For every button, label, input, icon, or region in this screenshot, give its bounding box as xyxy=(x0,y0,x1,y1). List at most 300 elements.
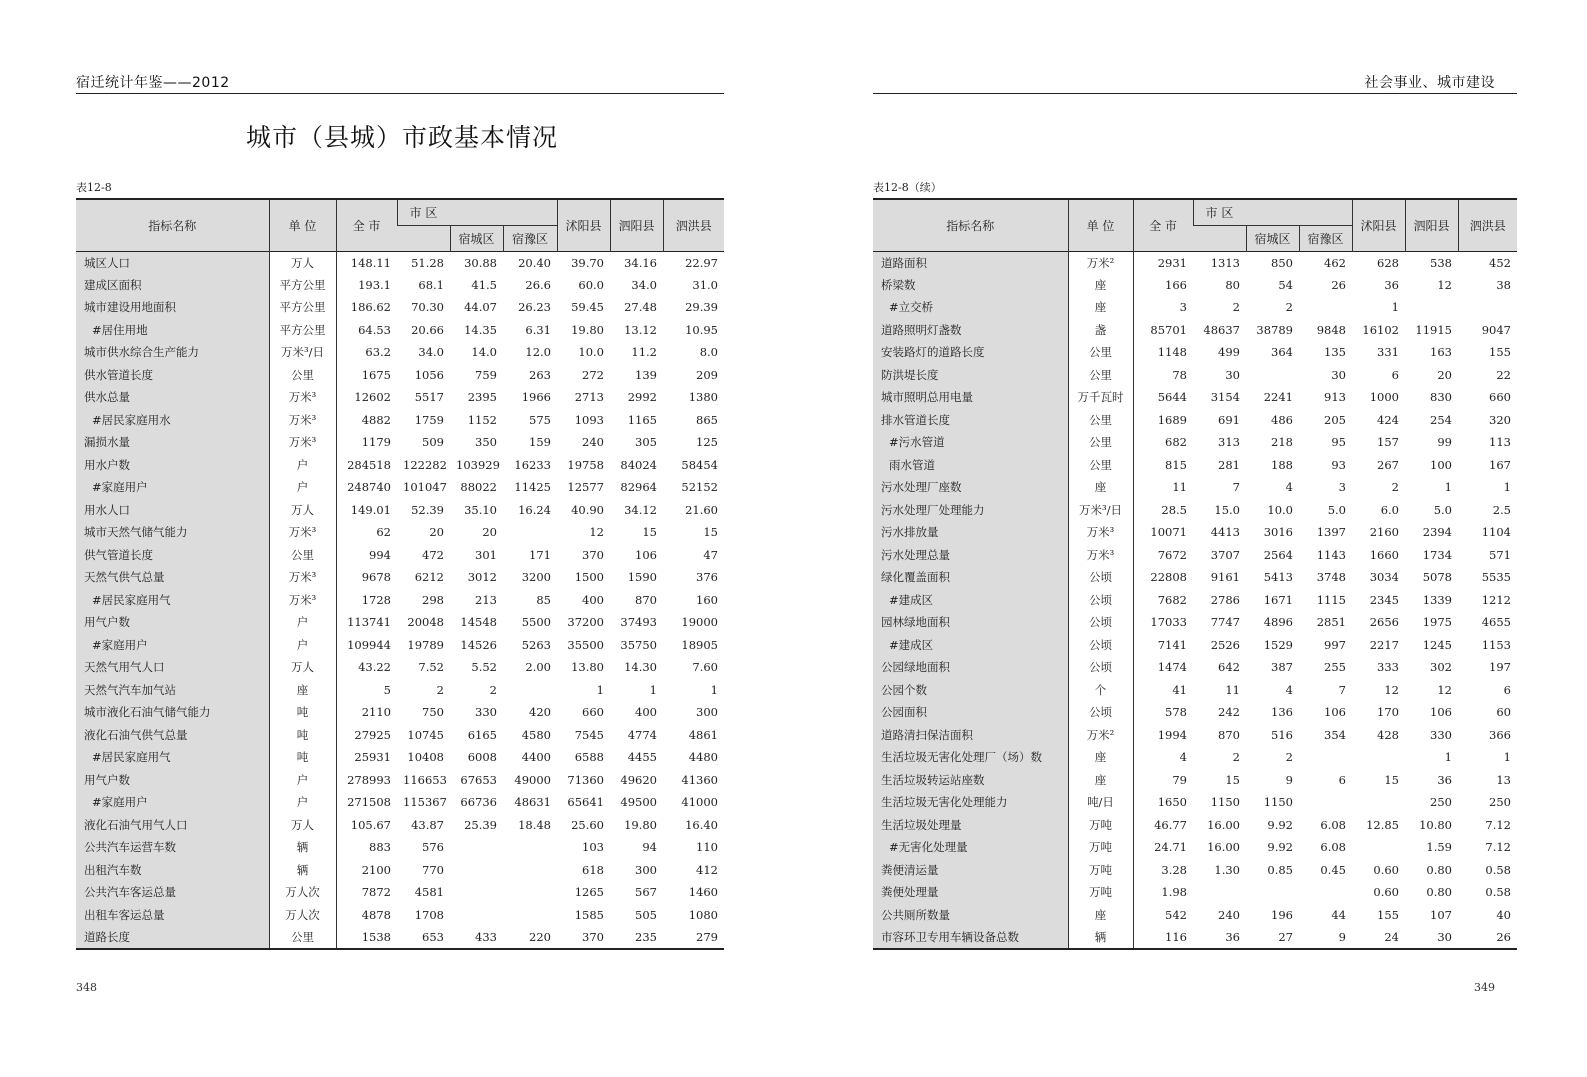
cell-district-1: 14548 xyxy=(460,615,497,630)
col-header-county-3: 泗洪县 xyxy=(663,199,724,251)
cell-county-2: 4455 xyxy=(627,750,657,765)
cell-city: 2 xyxy=(436,682,444,697)
cell-city: 2 xyxy=(1232,750,1240,765)
cell-county-2: 12 xyxy=(1437,682,1452,697)
row-unit: 座 xyxy=(1068,274,1133,297)
row-unit: 吨 xyxy=(269,701,336,724)
cell-county-2: 300 xyxy=(635,862,657,877)
table-row xyxy=(76,431,724,454)
cell-county-3: 15 xyxy=(703,525,718,540)
table-row xyxy=(873,724,1517,747)
cell-county-1: 71360 xyxy=(567,772,604,787)
cell-district-2: 11425 xyxy=(514,480,551,495)
cell-city: 750 xyxy=(422,705,444,720)
cell-county-1: 6588 xyxy=(574,750,604,765)
cell-county-3: 1 xyxy=(1503,750,1511,765)
table-row xyxy=(76,701,724,724)
cell-county-1: 272 xyxy=(582,367,604,382)
col-header-district-2: 宿豫区 xyxy=(503,225,557,251)
row-unit: 公顷 xyxy=(1068,611,1133,634)
table-row xyxy=(873,499,1517,522)
table-row xyxy=(873,836,1517,859)
table-body xyxy=(873,251,1517,949)
cell-city: 7747 xyxy=(1210,615,1240,630)
cell-county-3: 22 xyxy=(1496,367,1511,382)
row-unit: 万米³ xyxy=(1068,544,1133,567)
cell-county-3: 125 xyxy=(696,435,718,450)
cell-city: 19789 xyxy=(407,637,444,652)
cell-county-3: 5535 xyxy=(1481,570,1511,585)
page-number: 349 xyxy=(1474,981,1495,994)
cell-county-3: 21.60 xyxy=(685,502,718,517)
cell-county-3: 40 xyxy=(1496,907,1511,922)
cell-county-1: 40.90 xyxy=(571,502,604,517)
cell-county-3: 660 xyxy=(1489,390,1511,405)
row-name: 绿化覆盖面积 xyxy=(873,566,1068,589)
row-unit: 吨 xyxy=(269,724,336,747)
col-header-district-1: 宿城区 xyxy=(450,225,503,251)
cell-district-2: 575 xyxy=(529,412,551,427)
row-name: #居民家庭用水 xyxy=(76,409,269,432)
stats-table xyxy=(873,198,1517,950)
table-row xyxy=(873,589,1517,612)
row-unit: 万米³/日 xyxy=(1068,499,1133,522)
cell-total: 5 xyxy=(336,679,397,702)
cell-county-3: 0.58 xyxy=(1485,885,1511,900)
cell-city: 51.28 xyxy=(411,255,444,270)
row-unit: 座 xyxy=(269,679,336,702)
cell-county-1: 331 xyxy=(1377,345,1399,360)
cell-total: 7141 xyxy=(1133,634,1193,657)
cell-city: 15 xyxy=(1225,772,1240,787)
cell-district-2: 220 xyxy=(503,926,557,949)
cell-county-2: 139 xyxy=(635,367,657,382)
cell-district-2: 6.08 xyxy=(1320,840,1346,855)
cell-total: 78 xyxy=(1133,364,1193,387)
cell-total: 9678 xyxy=(336,566,397,589)
table-row xyxy=(76,566,724,589)
cell-district-1: 301 xyxy=(475,547,497,562)
row-name: #立交桥 xyxy=(873,296,1068,319)
cell-district-1: 54 xyxy=(1278,277,1293,292)
cell-district-1: 103929 xyxy=(456,457,500,472)
cell-district-1: 3016 xyxy=(1263,525,1293,540)
col-header-name: 指标名称 xyxy=(76,199,269,251)
row-name: 天然气汽车加气站 xyxy=(76,679,269,702)
row-unit: 万米³ xyxy=(1068,521,1133,544)
cell-district-2: 48631 xyxy=(514,795,551,810)
cell-district-2 xyxy=(503,881,557,904)
cell-district-2 xyxy=(503,679,557,702)
cell-county-2: 1734 xyxy=(1422,547,1452,562)
cell-district-2: 93 xyxy=(1331,457,1346,472)
table-row xyxy=(873,364,1517,387)
table-row xyxy=(873,454,1517,477)
cell-county-3: 366 xyxy=(1489,727,1511,742)
cell-district-1: 3012 xyxy=(467,570,497,585)
cell-county-3: 279 xyxy=(663,926,724,949)
cell-district-2 xyxy=(503,904,557,927)
cell-total: 271508 xyxy=(336,791,397,814)
cell-district-2: 420 xyxy=(529,705,551,720)
cell-county-2: 34.12 xyxy=(624,502,657,517)
cell-city: 15.0 xyxy=(1214,502,1240,517)
cell-county-2: 30 xyxy=(1405,926,1458,949)
cell-city: 70.30 xyxy=(411,300,444,315)
row-name: #家庭用户 xyxy=(76,634,269,657)
cell-county-1: 25.60 xyxy=(571,817,604,832)
row-unit: 公顷 xyxy=(1068,634,1133,657)
row-unit: 公顷 xyxy=(1068,701,1133,724)
row-name: 城市建设用地面积 xyxy=(76,296,269,319)
cell-total: 27925 xyxy=(336,724,397,747)
row-unit: 户 xyxy=(269,476,336,499)
cell-district-1: 1152 xyxy=(467,412,497,427)
cell-total: 24.71 xyxy=(1133,836,1193,859)
cell-district-1: 4896 xyxy=(1263,615,1293,630)
cell-county-1: 7545 xyxy=(574,727,604,742)
cell-district-1: 67653 xyxy=(460,772,497,787)
cell-county-1: 15 xyxy=(1384,772,1399,787)
cell-county-2: 2992 xyxy=(627,390,657,405)
cell-city: 281 xyxy=(1218,457,1240,472)
cell-district-1: 4 xyxy=(1285,682,1293,697)
cell-total: 116 xyxy=(1133,926,1193,949)
cell-district-2: 5263 xyxy=(521,637,551,652)
cell-county-2: 330 xyxy=(1430,727,1452,742)
cell-county-2: 250 xyxy=(1430,795,1452,810)
cell-county-2: 163 xyxy=(1430,345,1452,360)
cell-total: 1994 xyxy=(1133,724,1193,747)
cell-county-1: 1500 xyxy=(574,570,604,585)
cell-city: 653 xyxy=(397,926,450,949)
cell-city: 6212 xyxy=(414,570,444,585)
cell-county-3: 22.97 xyxy=(685,255,718,270)
cell-total: 284518 xyxy=(336,454,397,477)
row-unit: 户 xyxy=(269,634,336,657)
cell-city: 7 xyxy=(1232,480,1240,495)
table-row xyxy=(873,904,1517,927)
cell-city: 1.30 xyxy=(1214,862,1240,877)
page-number: 348 xyxy=(76,981,97,994)
cell-total: 4 xyxy=(1133,746,1193,769)
row-name: 污水排放量 xyxy=(873,521,1068,544)
cell-district-1: 9.92 xyxy=(1267,817,1293,832)
table-row xyxy=(76,904,724,927)
cell-total: 3 xyxy=(1133,296,1193,319)
table-row xyxy=(76,611,724,634)
table-number: 表12-8 xyxy=(76,181,112,194)
cell-city: 9161 xyxy=(1210,570,1240,585)
cell-district-2: 5.0 xyxy=(1327,502,1346,517)
cell-district-2: 4400 xyxy=(521,750,551,765)
cell-county-2: 1975 xyxy=(1422,615,1452,630)
row-name: 城市照明总用电量 xyxy=(873,386,1068,409)
table-row xyxy=(873,476,1517,499)
table-row xyxy=(76,454,724,477)
cell-total: 7682 xyxy=(1133,589,1193,612)
cell-county-3: 2.5 xyxy=(1492,502,1511,517)
cell-county-3: 16.40 xyxy=(685,817,718,832)
cell-district-1: 387 xyxy=(1271,660,1293,675)
cell-county-2: 1165 xyxy=(627,412,657,427)
cell-county-3: 26 xyxy=(1458,926,1517,949)
cell-county-3: 1380 xyxy=(688,390,718,405)
cell-county-1 xyxy=(1352,746,1405,769)
cell-county-2: 37493 xyxy=(620,615,657,630)
row-name: 用水人口 xyxy=(76,499,269,522)
cell-county-2: 538 xyxy=(1430,255,1452,270)
cell-county-1: 1093 xyxy=(574,412,604,427)
cell-district-1: 350 xyxy=(475,435,497,450)
row-unit: 公里 xyxy=(1068,409,1133,432)
cell-district-2: 0.45 xyxy=(1320,862,1346,877)
cell-district-2: 1115 xyxy=(1316,592,1346,607)
cell-county-1: 400 xyxy=(582,592,604,607)
cell-city: 101047 xyxy=(403,480,447,495)
cell-county-3: 300 xyxy=(696,705,718,720)
row-unit: 吨/日 xyxy=(1068,791,1133,814)
row-unit: 平方公里 xyxy=(269,274,336,297)
cell-total: 149.01 xyxy=(336,499,397,522)
cell-total: 682 xyxy=(1133,431,1193,454)
row-unit: 公顷 xyxy=(1068,656,1133,679)
cell-district-2: 16.24 xyxy=(518,502,551,517)
cell-district-2: 49000 xyxy=(514,772,551,787)
cell-district-1: 10.0 xyxy=(1267,502,1293,517)
cell-district-1: 30.88 xyxy=(464,255,497,270)
cell-county-1: 267 xyxy=(1377,457,1399,472)
cell-total: 578 xyxy=(1133,701,1193,724)
cell-district-2: 85 xyxy=(536,592,551,607)
cell-city: 691 xyxy=(1218,412,1240,427)
cell-district-1: 2395 xyxy=(467,390,497,405)
cell-district-1 xyxy=(450,904,503,927)
cell-district-2: 4580 xyxy=(521,727,551,742)
cell-county-1: 1 xyxy=(1391,300,1399,315)
table-row xyxy=(873,926,1517,949)
cell-county-3: 1460 xyxy=(688,885,718,900)
row-name: 供气管道长度 xyxy=(76,544,269,567)
row-name: 公共厕所数量 xyxy=(873,904,1068,927)
cell-county-1: 0.60 xyxy=(1373,885,1399,900)
row-unit: 万米³ xyxy=(269,386,336,409)
row-name: 道路长度 xyxy=(76,926,269,949)
row-name: 防洪堤长度 xyxy=(873,364,1068,387)
cell-city: 576 xyxy=(422,840,444,855)
cell-district-1: 330 xyxy=(475,705,497,720)
cell-city: 4413 xyxy=(1210,525,1240,540)
cell-county-2: 505 xyxy=(635,907,657,922)
cell-county-3: 376 xyxy=(696,570,718,585)
cell-city: 1150 xyxy=(1210,795,1240,810)
cell-total: 85701 xyxy=(1133,319,1193,342)
row-name: #居住用地 xyxy=(76,319,269,342)
cell-county-2: 106 xyxy=(1430,705,1452,720)
cell-county-3: 19000 xyxy=(681,615,718,630)
cell-county-1: 1000 xyxy=(1369,390,1399,405)
cell-city: 16.00 xyxy=(1207,840,1240,855)
cell-county-1: 37200 xyxy=(567,615,604,630)
cell-district-1 xyxy=(450,859,503,882)
cell-county-2: 27.48 xyxy=(624,300,657,315)
cell-county-2: 870 xyxy=(635,592,657,607)
cell-county-1: 35500 xyxy=(567,637,604,652)
row-unit: 万米³ xyxy=(269,431,336,454)
cell-county-1: 2345 xyxy=(1369,592,1399,607)
table-row xyxy=(76,409,724,432)
cell-city: 2 xyxy=(1232,300,1240,315)
cell-district-1: 1671 xyxy=(1263,592,1293,607)
cell-total: 1179 xyxy=(336,431,397,454)
cell-total: 22808 xyxy=(1133,566,1193,589)
cell-county-1: 13.80 xyxy=(571,660,604,675)
cell-county-1: 39.70 xyxy=(571,255,604,270)
cell-county-3: 1 xyxy=(710,682,718,697)
cell-district-2: 255 xyxy=(1324,660,1346,675)
row-name: 出租车客运总量 xyxy=(76,904,269,927)
row-name: 建成区面积 xyxy=(76,274,269,297)
col-header-city: 市 区 xyxy=(1193,199,1352,225)
col-header-name: 指标名称 xyxy=(873,199,1068,251)
table-body xyxy=(76,251,724,949)
cell-total: 62 xyxy=(336,521,397,544)
table-row xyxy=(76,746,724,769)
table-row xyxy=(873,544,1517,567)
table-row xyxy=(76,724,724,747)
col-header-total: 全 市 xyxy=(336,199,397,251)
table-row xyxy=(873,409,1517,432)
cell-city: 499 xyxy=(1218,345,1240,360)
cell-district-2: 2851 xyxy=(1316,615,1346,630)
cell-city: 48637 xyxy=(1203,322,1240,337)
cell-city: 10745 xyxy=(407,727,444,742)
cell-district-2: 205 xyxy=(1324,412,1346,427)
cell-county-3: 10.95 xyxy=(685,322,718,337)
cell-district-2: 3200 xyxy=(521,570,551,585)
col-header-county-3: 泗洪县 xyxy=(1458,199,1517,251)
cell-total: 3.28 xyxy=(1133,859,1193,882)
cell-district-2 xyxy=(503,836,557,859)
cell-district-1: 486 xyxy=(1271,412,1293,427)
row-name: 粪便处理量 xyxy=(873,881,1068,904)
cell-total: 1148 xyxy=(1133,341,1193,364)
cell-city: 1313 xyxy=(1210,255,1240,270)
cell-total: 11 xyxy=(1133,476,1193,499)
cell-county-3: 110 xyxy=(696,840,718,855)
cell-district-2: 26.6 xyxy=(525,277,551,292)
cell-district-2 xyxy=(503,521,557,544)
cell-district-1: 27 xyxy=(1246,926,1299,949)
cell-county-2: 1245 xyxy=(1422,637,1452,652)
row-name: 城区人口 xyxy=(76,251,269,274)
page-title: 城市（县城）市政基本情况 xyxy=(246,123,559,152)
cell-total: 10071 xyxy=(1133,521,1193,544)
row-name: 生活垃圾无害化处理能力 xyxy=(873,791,1068,814)
row-name: 道路面积 xyxy=(873,251,1068,274)
row-unit: 平方公里 xyxy=(269,296,336,319)
col-header-county-2: 泗阳县 xyxy=(610,199,663,251)
cell-city: 5517 xyxy=(414,390,444,405)
cell-county-1: 0.60 xyxy=(1373,862,1399,877)
cell-city: 30 xyxy=(1225,367,1240,382)
cell-county-1: 59.45 xyxy=(571,300,604,315)
row-unit: 万人 xyxy=(269,499,336,522)
col-header-unit: 单 位 xyxy=(269,199,336,251)
row-unit: 万人 xyxy=(269,814,336,837)
cell-county-2: 12 xyxy=(1437,277,1452,292)
row-name: 漏损水量 xyxy=(76,431,269,454)
table-row xyxy=(76,769,724,792)
row-unit: 万人次 xyxy=(269,904,336,927)
cell-total: 105.67 xyxy=(336,814,397,837)
cell-county-1: 1265 xyxy=(574,885,604,900)
row-name: 生活垃圾无害化处理厂（场）数 xyxy=(873,746,1068,769)
cell-county-2: 567 xyxy=(635,885,657,900)
cell-total: 278993 xyxy=(336,769,397,792)
row-unit: 辆 xyxy=(269,859,336,882)
row-unit: 座 xyxy=(1068,904,1133,927)
cell-county-2: 254 xyxy=(1430,412,1452,427)
col-header-city-total xyxy=(397,225,450,251)
cell-total: 25931 xyxy=(336,746,397,769)
cell-district-2: 106 xyxy=(1324,705,1346,720)
cell-county-1: 1 xyxy=(596,682,604,697)
cell-county-1: 2217 xyxy=(1369,637,1399,652)
row-unit: 万人次 xyxy=(269,881,336,904)
cell-county-1: 2656 xyxy=(1369,615,1399,630)
table-row xyxy=(76,499,724,522)
cell-county-3: 412 xyxy=(696,862,718,877)
row-unit: 万人 xyxy=(269,251,336,274)
cell-district-2: 44 xyxy=(1331,907,1346,922)
table-row xyxy=(873,859,1517,882)
cell-county-1: 333 xyxy=(1377,660,1399,675)
cell-county-2: 400 xyxy=(635,705,657,720)
row-name: 污水处理厂处理能力 xyxy=(873,499,1068,522)
cell-county-1: 2160 xyxy=(1369,525,1399,540)
cell-city: 7.52 xyxy=(418,660,444,675)
cell-district-1: 9.92 xyxy=(1267,840,1293,855)
cell-district-2: 20.40 xyxy=(518,255,551,270)
cell-county-1: 65641 xyxy=(567,795,604,810)
cell-district-2: 9 xyxy=(1299,926,1352,949)
cell-district-1 xyxy=(1246,881,1299,904)
table-row xyxy=(873,274,1517,297)
cell-county-3: 1080 xyxy=(688,907,718,922)
cell-county-3: 18905 xyxy=(681,637,718,652)
table-row xyxy=(873,319,1517,342)
table-row xyxy=(873,634,1517,657)
cell-county-2: 5.0 xyxy=(1433,502,1452,517)
cell-county-2: 235 xyxy=(610,926,663,949)
cell-district-1: 2 xyxy=(1285,750,1293,765)
cell-total: 166 xyxy=(1133,274,1193,297)
running-head: 宿迁统计年鉴——2012 xyxy=(76,75,230,91)
cell-county-1: 12.85 xyxy=(1366,817,1399,832)
cell-district-1: 213 xyxy=(475,592,497,607)
cell-county-1: 424 xyxy=(1377,412,1399,427)
table-row xyxy=(873,679,1517,702)
cell-city: 34.0 xyxy=(418,345,444,360)
table-row xyxy=(76,926,724,949)
cell-total: 63.2 xyxy=(336,341,397,364)
cell-county-1: 19758 xyxy=(567,457,604,472)
cell-county-2: 2394 xyxy=(1422,525,1452,540)
cell-city: 1708 xyxy=(414,907,444,922)
cell-district-1: 196 xyxy=(1271,907,1293,922)
cell-district-1 xyxy=(1246,364,1299,387)
